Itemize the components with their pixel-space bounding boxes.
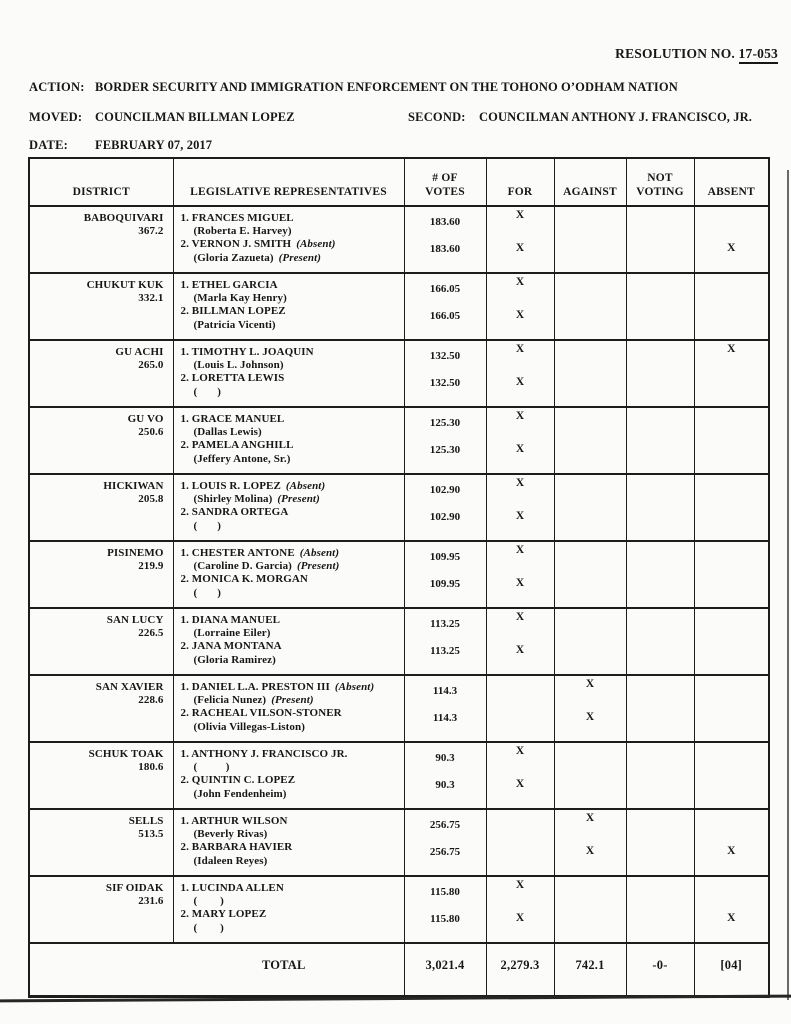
absent-cell: [694, 206, 769, 273]
rep2-name-line: 2. BILLMAN LOPEZ: [180, 305, 286, 318]
rep1-votes: 256.75: [429, 819, 461, 831]
rep1-for-mark: X: [515, 410, 525, 422]
rep2-for-mark: X: [515, 309, 525, 321]
for-cell: [486, 474, 554, 541]
rep2-name-line: 2. QUINTIN C. LOPEZ: [180, 774, 296, 787]
voting-record-table: [28, 157, 770, 998]
votes-cell: [404, 407, 486, 474]
rep2-for-mark: X: [515, 778, 525, 790]
district-vote-weight: 332.1: [138, 292, 164, 305]
not-voting-cell: [626, 474, 694, 541]
rep1-alternate-line: (Marla Kay Henry): [193, 292, 287, 305]
rep1-name-line: 1. ARTHUR WILSON: [180, 815, 288, 827]
representatives-cell: [173, 541, 404, 608]
rep1-votes: 90.3: [435, 752, 455, 764]
against-cell: [554, 340, 626, 407]
district-vote-weight: 226.5: [138, 627, 164, 640]
rep1-for-mark: X: [515, 544, 525, 556]
votes-cell: [404, 206, 486, 273]
action-label: ACTION:: [29, 80, 85, 94]
col-header-district: DISTRICT: [29, 158, 173, 206]
rep1-name-line: 1. GRACE MANUEL: [180, 413, 285, 425]
rep2-alternate-line: (Patricia Vicenti): [193, 318, 276, 331]
district-row: [29, 809, 769, 876]
district-cell: [29, 273, 173, 340]
rep2-alternate-line: (Gloria Ramirez): [193, 653, 276, 666]
district-vote-weight: 231.6: [138, 895, 164, 908]
action-text: BORDER SECURITY AND IMMIGRATION ENFORCEMENT ON THE TOHONO O’ODHAM NATION: [95, 80, 678, 94]
for-cell: [486, 675, 554, 742]
rep2-votes: 109.95: [429, 578, 461, 590]
district-name: GU ACHI: [115, 346, 164, 358]
rep2-name-line: 2. PAMELA ANGHILL: [180, 439, 294, 452]
for-cell: [486, 876, 554, 943]
rep1-name-line: 1. DANIEL L.A. PRESTON III (Absent): [180, 681, 375, 693]
table-header: [29, 158, 769, 206]
rep2-absent-mark: X: [727, 845, 736, 857]
rep1-for-mark: X: [515, 477, 525, 489]
votes-cell: [404, 608, 486, 675]
district-cell: [29, 541, 173, 608]
not-voting-cell: [626, 876, 694, 943]
not-voting-cell: [626, 675, 694, 742]
rep1-absent-mark: X: [727, 343, 736, 355]
district-name: SAN LUCY: [106, 614, 164, 626]
rep1-name-line: 1. CHESTER ANTONE (Absent): [180, 547, 340, 559]
rep1-votes: 109.95: [429, 551, 461, 563]
table-footer: [29, 943, 769, 997]
district-vote-weight: 180.6: [138, 761, 164, 774]
against-cell: [554, 541, 626, 608]
district-cell: [29, 675, 173, 742]
rep2-name-line: 2. RACHEAL VILSON-STONER: [180, 707, 342, 720]
second-label: SECOND:: [408, 110, 466, 124]
votes-cell: [404, 876, 486, 943]
rep1-votes: 113.25: [430, 618, 460, 630]
district-name: HICKIWAN: [103, 480, 164, 492]
not-voting-cell: [626, 541, 694, 608]
total-absent: [04]: [694, 943, 769, 997]
rep2-for-mark: X: [515, 443, 525, 455]
district-row: [29, 340, 769, 407]
against-cell: [554, 407, 626, 474]
rep2-votes: 183.60: [429, 243, 461, 255]
representatives-cell: [173, 742, 404, 809]
district-cell: [29, 474, 173, 541]
moved-label: MOVED:: [29, 110, 83, 124]
rep2-name-line: 2. MONICA K. MORGAN: [180, 573, 308, 586]
rep1-alternate-line: ( ): [193, 895, 224, 908]
moved-text: COUNCILMAN BILLMAN LOPEZ: [95, 110, 295, 124]
rep1-alternate-line: (Felicia Nunez) (Present): [193, 694, 314, 707]
rep1-name-line: 1. LUCINDA ALLEN: [180, 882, 284, 894]
against-cell: [554, 675, 626, 742]
rep2-for-mark: X: [515, 376, 525, 388]
rep1-name-line: 1. ETHEL GARCIA: [180, 279, 278, 291]
rep2-votes: 125.30: [429, 444, 461, 456]
against-cell: [554, 206, 626, 273]
rep1-votes: 102.90: [429, 484, 461, 496]
rep2-name-line: 2. SANDRA ORTEGA: [180, 506, 289, 519]
district-row: [29, 206, 769, 273]
rep2-absent-mark: X: [727, 242, 736, 254]
rep1-for-mark: X: [515, 209, 525, 221]
district-name: PISINEMO: [107, 547, 164, 559]
for-cell: [486, 340, 554, 407]
rep2-alternate-status-note: (Present): [278, 251, 322, 264]
absent-cell: [694, 742, 769, 809]
rep2-votes: 256.75: [429, 846, 461, 858]
not-voting-cell: [626, 742, 694, 809]
col-header-against: AGAINST: [554, 158, 626, 206]
rep2-votes: 115.80: [430, 913, 460, 925]
district-row: [29, 876, 769, 943]
district-row: [29, 742, 769, 809]
not-voting-cell: [626, 206, 694, 273]
not-voting-cell: [626, 809, 694, 876]
rep1-votes: 125.30: [429, 417, 461, 429]
rep2-alternate-line: (Idaleen Reyes): [193, 854, 268, 867]
district-name: BABOQUIVARI: [83, 212, 164, 224]
representatives-cell: [173, 608, 404, 675]
district-name: SAN XAVIER: [95, 681, 164, 693]
district-cell: [29, 876, 173, 943]
rep2-alternate-line: (Olivia Villegas-Liston): [193, 720, 305, 733]
col-header-num-votes: # OF VOTES: [404, 158, 486, 206]
rep2-for-mark: X: [515, 242, 525, 254]
for-cell: [486, 206, 554, 273]
rep1-for-mark: X: [515, 276, 525, 288]
absent-cell: [694, 474, 769, 541]
district-vote-weight: 250.6: [138, 426, 164, 439]
against-cell: [554, 876, 626, 943]
against-cell: [554, 273, 626, 340]
rep1-alternate-line: (Dallas Lewis): [193, 426, 262, 439]
col-header-legislative-representatives: LEGISLATIVE REPRESENTATIVES: [173, 158, 404, 206]
rep2-alternate-line: (John Fendenheim): [193, 787, 287, 800]
total-row: [29, 943, 769, 997]
date-label: DATE:: [29, 138, 68, 152]
rep2-alternate-line: (Gloria Zazueta) (Present): [193, 251, 322, 264]
representatives-cell: [173, 273, 404, 340]
not-voting-cell: [626, 608, 694, 675]
total-against: 742.1: [554, 943, 626, 997]
representatives-cell: [173, 675, 404, 742]
for-cell: [486, 809, 554, 876]
rep2-for-mark: X: [515, 912, 525, 924]
for-cell: [486, 742, 554, 809]
for-cell: [486, 608, 554, 675]
district-vote-weight: 265.0: [138, 359, 164, 372]
district-vote-weight: 205.8: [138, 493, 164, 506]
district-row: [29, 608, 769, 675]
absent-cell: [694, 876, 769, 943]
rep1-alternate-line: ( ): [193, 761, 230, 774]
rep2-status-note: (Absent): [296, 238, 336, 251]
rep2-alternate-line: ( ): [193, 921, 224, 934]
total-not-voting: -0-: [626, 943, 694, 997]
district-row: [29, 273, 769, 340]
rep1-name-line: 1. DIANA MANUEL: [180, 614, 281, 626]
district-row: [29, 541, 769, 608]
representatives-cell: [173, 876, 404, 943]
district-vote-weight: 228.6: [138, 694, 164, 707]
against-cell: [554, 809, 626, 876]
district-cell: [29, 608, 173, 675]
district-name: SIF OIDAK: [105, 882, 164, 894]
rep2-name-line: 2. MARY LOPEZ: [180, 908, 267, 921]
rep2-votes: 114.3: [432, 712, 458, 724]
rep2-votes: 90.3: [435, 779, 455, 791]
table-body: [29, 206, 769, 943]
rep1-for-mark: X: [515, 879, 525, 891]
total-for: 2,279.3: [486, 943, 554, 997]
district-name: CHUKUT KUK: [86, 279, 164, 291]
absent-cell: [694, 675, 769, 742]
total-votes: 3,021.4: [404, 943, 486, 997]
rep2-name-line: 2. VERNON J. SMITH (Absent): [180, 238, 336, 251]
rep1-alternate-line: (Shirley Molina) (Present): [193, 493, 320, 506]
absent-cell: [694, 541, 769, 608]
rep1-votes: 115.80: [430, 886, 460, 898]
resolution-number: 17-053: [739, 46, 778, 64]
votes-cell: [404, 474, 486, 541]
total-label: TOTAL: [29, 943, 404, 997]
representatives-cell: [173, 474, 404, 541]
district-cell: [29, 742, 173, 809]
rep1-alternate-line: (Louis L. Johnson): [193, 359, 284, 372]
rep2-for-mark: X: [515, 644, 525, 656]
absent-cell: [694, 407, 769, 474]
votes-cell: [404, 273, 486, 340]
district-row: [29, 474, 769, 541]
district-cell: [29, 407, 173, 474]
rep2-votes: 166.05: [429, 310, 461, 322]
district-cell: [29, 206, 173, 273]
rep2-name-line: 2. JANA MONTANA: [180, 640, 282, 653]
absent-cell: [694, 809, 769, 876]
rep1-name-line: 1. LOUIS R. LOPEZ (Absent): [180, 480, 326, 492]
for-cell: [486, 407, 554, 474]
for-cell: [486, 273, 554, 340]
resolution-label: RESOLUTION NO.: [615, 46, 735, 61]
rep2-name-line: 2. LORETTA LEWIS: [180, 372, 285, 385]
rep1-alternate-status-note: (Present): [271, 694, 314, 707]
rep1-for-mark: X: [515, 745, 525, 757]
rep2-name-line: 2. BARBARA HAVIER: [180, 841, 293, 854]
col-header-not-voting: NOT VOTING: [626, 158, 694, 206]
rep1-votes: 166.05: [429, 283, 461, 295]
rep1-name-line: 1. FRANCES MIGUEL: [180, 212, 294, 224]
votes-cell: [404, 541, 486, 608]
representatives-cell: [173, 809, 404, 876]
rep2-for-mark: X: [515, 510, 525, 522]
date-text: FEBRUARY 07, 2017: [95, 138, 213, 152]
second-text: COUNCILMAN ANTHONY J. FRANCISCO, JR.: [479, 110, 752, 124]
rep2-votes: 113.25: [430, 645, 460, 657]
against-cell: [554, 608, 626, 675]
rep2-against-mark: X: [585, 845, 595, 857]
rep1-alternate-status-note: (Present): [277, 493, 320, 506]
votes-cell: [404, 340, 486, 407]
district-cell: [29, 340, 173, 407]
votes-cell: [404, 742, 486, 809]
rep1-alternate-line: (Caroline D. Garcia) (Present): [193, 560, 340, 573]
votes-cell: [404, 675, 486, 742]
rep2-alternate-line: (Jeffery Antone, Sr.): [193, 452, 291, 465]
col-header-for: FOR: [486, 158, 554, 206]
rep2-alternate-line: ( ): [193, 586, 221, 599]
rep1-alternate-line: (Roberta E. Harvey): [193, 225, 292, 238]
rep1-for-mark: X: [515, 343, 525, 355]
not-voting-cell: [626, 407, 694, 474]
against-cell: [554, 474, 626, 541]
rep1-votes: 183.60: [429, 216, 461, 228]
scan-artifact-right-edge: [787, 170, 789, 1000]
rep2-votes: 102.90: [429, 511, 461, 523]
rep1-against-mark: X: [585, 678, 595, 690]
rep1-status-note: (Absent): [299, 547, 340, 559]
representatives-cell: [173, 206, 404, 273]
absent-cell: [694, 340, 769, 407]
against-cell: [554, 742, 626, 809]
rep1-name-line: 1. ANTHONY J. FRANCISCO JR.: [180, 748, 348, 760]
rep2-votes: 132.50: [429, 377, 461, 389]
district-row: [29, 407, 769, 474]
rep1-votes: 132.50: [429, 350, 461, 362]
absent-cell: [694, 273, 769, 340]
district-name: GU VO: [127, 413, 164, 425]
for-cell: [486, 541, 554, 608]
rep1-votes: 114.3: [432, 685, 458, 697]
rep1-alternate-line: (Lorraine Eiler): [193, 627, 271, 640]
district-row: [29, 675, 769, 742]
representatives-cell: [173, 340, 404, 407]
representatives-cell: [173, 407, 404, 474]
not-voting-cell: [626, 340, 694, 407]
rep1-for-mark: X: [515, 611, 525, 623]
rep2-alternate-line: ( ): [193, 385, 221, 398]
rep2-for-mark: X: [515, 577, 525, 589]
rep1-name-line: 1. TIMOTHY L. JOAQUIN: [180, 346, 314, 358]
rep1-alternate-status-note: (Present): [296, 560, 340, 573]
votes-cell: [404, 809, 486, 876]
district-vote-weight: 367.2: [138, 225, 164, 238]
district-cell: [29, 809, 173, 876]
rep2-absent-mark: X: [727, 912, 736, 924]
rep1-status-note: (Absent): [285, 480, 326, 492]
district-vote-weight: 219.9: [138, 560, 164, 573]
col-header-absent: ABSENT: [694, 158, 769, 206]
rep1-status-note: (Absent): [334, 681, 375, 693]
rep1-alternate-line: (Beverly Rivas): [193, 828, 268, 841]
district-vote-weight: 513.5: [138, 828, 164, 841]
not-voting-cell: [626, 273, 694, 340]
rep1-against-mark: X: [585, 812, 595, 824]
district-name: SCHUK TOAK: [88, 748, 164, 760]
rep2-against-mark: X: [585, 711, 595, 723]
absent-cell: [694, 608, 769, 675]
resolution-line: [615, 46, 778, 62]
district-name: SELLS: [128, 815, 164, 827]
rep2-alternate-line: ( ): [193, 519, 221, 532]
